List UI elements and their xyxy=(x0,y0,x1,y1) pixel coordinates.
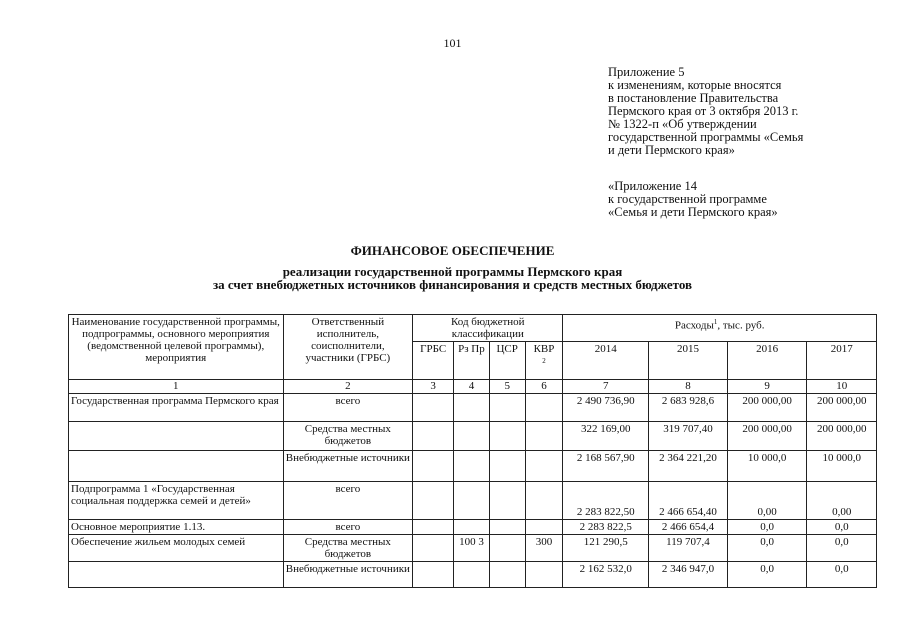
cell-rz xyxy=(454,562,490,588)
cell-kvr xyxy=(525,451,563,482)
header-csr: ЦСР xyxy=(489,342,525,380)
cell-kvr xyxy=(525,422,563,451)
cell-2014: 322 169,00 xyxy=(563,422,649,451)
column-number-cell: 7 xyxy=(563,380,649,394)
cell-name: Государственная программа Пермского края xyxy=(69,394,284,422)
header-expenses-unit: , тыс. руб. xyxy=(717,319,765,332)
cell-name: Обеспечение жильем молодых семей xyxy=(69,535,284,562)
document-subtitle-1: реализации государственной программы Пермского края xyxy=(282,264,623,279)
table-row xyxy=(69,394,877,422)
cell-2015: 2 683 928,6 xyxy=(649,394,728,422)
cell-responsible: всего xyxy=(283,394,413,422)
appendix-line: в постановление Правительства xyxy=(608,91,779,105)
cell-2017: 0,0 xyxy=(807,520,877,535)
cell-grbs xyxy=(413,520,454,535)
cell-2016: 0,00 xyxy=(727,482,807,520)
cell-name: Подпрограмма 1 «Государственная социальная поддержка семей и детей» xyxy=(69,482,284,520)
cell-responsible: всего xyxy=(283,482,413,520)
cell-csr xyxy=(489,520,525,535)
appendix-5-block xyxy=(608,66,803,157)
cell-kvr xyxy=(525,520,563,535)
cell-rz xyxy=(454,482,490,520)
header-responsible: Ответственный исполнитель, соисполнители, участники (ГРБС) xyxy=(283,315,413,380)
page-number: 101 xyxy=(443,36,462,50)
cell-grbs xyxy=(413,562,454,588)
cell-rz xyxy=(454,451,490,482)
cell-2014: 121 290,5 xyxy=(563,535,649,562)
cell-2017: 0,00 xyxy=(807,482,877,520)
appendix-line: № 1322-п «Об утверждении xyxy=(608,117,757,131)
appendix-line: Приложение 5 xyxy=(608,65,685,79)
header-rz: Рз Пр xyxy=(454,342,490,380)
appendix-line: и дети Пермского края» xyxy=(608,143,735,157)
cell-grbs xyxy=(413,394,454,422)
table-row xyxy=(69,562,877,588)
cell-kvr: 300 xyxy=(525,535,563,562)
cell-2015: 2 466 654,40 xyxy=(649,482,728,520)
cell-2016: 0,0 xyxy=(727,535,807,562)
cell-grbs xyxy=(413,422,454,451)
cell-2015: 319 707,40 xyxy=(649,422,728,451)
cell-2017: 200 000,00 xyxy=(807,422,877,451)
cell-2014: 2 162 532,0 xyxy=(563,562,649,588)
cell-csr xyxy=(489,451,525,482)
column-number-cell: 6 xyxy=(525,380,563,394)
cell-2015: 2 466 654,4 xyxy=(649,520,728,535)
column-number-cell: 5 xyxy=(489,380,525,394)
column-number-cell: 2 xyxy=(283,380,413,394)
header-expenses-group xyxy=(563,315,877,342)
cell-grbs xyxy=(413,451,454,482)
cell-rz xyxy=(454,394,490,422)
header-2014: 2014 xyxy=(563,342,649,380)
cell-kvr xyxy=(525,394,563,422)
column-number-row xyxy=(69,380,877,394)
header-expenses-label: Расходы xyxy=(674,319,714,332)
table-header-row xyxy=(69,315,877,342)
cell-2016: 200 000,00 xyxy=(727,394,807,422)
cell-rz xyxy=(454,520,490,535)
appendix-line: «Семья и дети Пермского края» xyxy=(608,205,778,219)
cell-2014: 2 490 736,90 xyxy=(563,394,649,422)
cell-2017: 0,0 xyxy=(807,535,877,562)
header-kvr xyxy=(525,342,563,380)
appendix-line: к государственной программе xyxy=(608,192,767,206)
cell-responsible: Средства местных бюджетов xyxy=(283,422,413,451)
appendix-14-block xyxy=(608,180,778,219)
cell-csr xyxy=(489,562,525,588)
appendix-line: к изменениям, которые вносятся xyxy=(608,78,782,92)
header-2016: 2016 xyxy=(727,342,807,380)
appendix-line: «Приложение 14 xyxy=(608,179,697,193)
cell-name xyxy=(69,562,284,588)
cell-2017: 10 000,0 xyxy=(807,451,877,482)
cell-grbs xyxy=(413,482,454,520)
header-name: Наименование государственной программы, подпрограммы, основного мероприятия (ведомственной целевой программы), мероприятия xyxy=(69,315,284,380)
cell-kvr xyxy=(525,482,563,520)
document-title: ФИНАНСОВОЕ ОБЕСПЕЧЕНИЕ xyxy=(350,243,555,258)
table-row xyxy=(69,422,877,451)
cell-2016: 200 000,00 xyxy=(727,422,807,451)
column-number-cell: 4 xyxy=(454,380,490,394)
header-2015: 2015 xyxy=(649,342,728,380)
cell-2015: 2 346 947,0 xyxy=(649,562,728,588)
table-row xyxy=(69,520,877,535)
header-kvr-footnote: 2 xyxy=(542,357,546,365)
header-code-group: Код бюджетной классификации xyxy=(413,315,563,342)
column-number-cell: 9 xyxy=(727,380,807,394)
appendix-line: Пермского края от 3 октября 2013 г. xyxy=(608,104,799,118)
cell-responsible: всего xyxy=(283,520,413,535)
cell-2017: 200 000,00 xyxy=(807,394,877,422)
cell-2016: 10 000,0 xyxy=(727,451,807,482)
cell-2014: 2 168 567,90 xyxy=(563,451,649,482)
header-expenses-footnote: 1 xyxy=(713,318,718,326)
cell-rz: 100 3 xyxy=(454,535,490,562)
table-row xyxy=(69,535,877,562)
column-number-cell: 1 xyxy=(69,380,284,394)
table-row xyxy=(69,482,877,520)
cell-csr xyxy=(489,535,525,562)
cell-2016: 0,0 xyxy=(727,520,807,535)
column-number-cell: 10 xyxy=(807,380,877,394)
cell-csr xyxy=(489,482,525,520)
financing-table xyxy=(68,314,877,588)
cell-kvr xyxy=(525,562,563,588)
cell-grbs xyxy=(413,535,454,562)
cell-2014: 2 283 822,50 xyxy=(563,482,649,520)
header-kvr-label: КВР xyxy=(533,343,555,355)
cell-name xyxy=(69,422,284,451)
cell-2014: 2 283 822,5 xyxy=(563,520,649,535)
table-body xyxy=(69,394,877,588)
cell-responsible: Внебюджетные источники xyxy=(283,451,413,482)
cell-2017: 0,0 xyxy=(807,562,877,588)
cell-2015: 119 707,4 xyxy=(649,535,728,562)
header-2017: 2017 xyxy=(807,342,877,380)
cell-csr xyxy=(489,422,525,451)
column-number-cell: 3 xyxy=(413,380,454,394)
column-number-cell: 8 xyxy=(649,380,728,394)
cell-responsible: Внебюджетные источники xyxy=(283,562,413,588)
cell-name xyxy=(69,451,284,482)
cell-name: Основное мероприятие 1.13. xyxy=(69,520,284,535)
header-grbs: ГРБС xyxy=(413,342,454,380)
appendix-line: государственной программы «Семья xyxy=(608,130,804,144)
document-subtitle-2: за счет внебюджетных источников финансирования и средств местных бюджетов xyxy=(212,277,693,292)
table-row xyxy=(69,451,877,482)
cell-2015: 2 364 221,20 xyxy=(649,451,728,482)
cell-responsible: Средства местных бюджетов xyxy=(283,535,413,562)
cell-2016: 0,0 xyxy=(727,562,807,588)
cell-rz xyxy=(454,422,490,451)
cell-csr xyxy=(489,394,525,422)
